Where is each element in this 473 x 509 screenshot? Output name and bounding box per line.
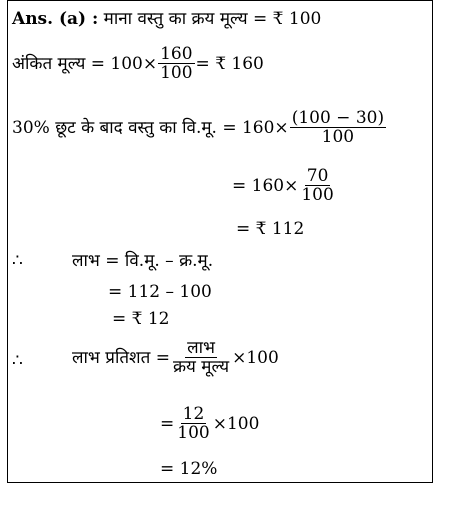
step-fraction bbox=[299, 167, 335, 204]
profit-percent-line bbox=[72, 339, 279, 376]
cost-price-statement: माना वस्तु का क्रय मूल्य = ₹ 100 bbox=[103, 9, 322, 29]
profit-result: = ₹ 12 bbox=[112, 309, 170, 329]
fraction-numerator: (100 − 30) bbox=[291, 108, 385, 128]
fraction-numerator: 160 bbox=[160, 44, 193, 64]
profit-percent-prefix: लाभ प्रतिशत = bbox=[72, 347, 170, 368]
profit-calc: = 112 – 100 bbox=[108, 282, 212, 302]
selling-price-step-prefix: = 160× bbox=[232, 175, 299, 196]
selling-price-line bbox=[12, 109, 387, 146]
profit-percent-step-suffix: ×100 bbox=[212, 413, 260, 434]
profit-percent-fraction bbox=[171, 339, 231, 376]
profit-percent-step-prefix: = bbox=[160, 413, 175, 434]
fraction-denominator: 100 bbox=[321, 127, 355, 147]
fraction-denominator: क्रय मूल्य bbox=[172, 357, 230, 377]
fraction-denominator: 100 bbox=[177, 423, 210, 443]
selling-price-prefix: 30% छूट के बाद वस्तु का वि.मू. = 160× bbox=[12, 117, 289, 138]
selling-price-step-line bbox=[232, 167, 337, 204]
therefore-symbol-2: ∴ bbox=[12, 351, 23, 371]
discount-fraction bbox=[290, 109, 386, 146]
therefore-symbol-1: ∴ bbox=[12, 251, 23, 271]
fraction-denominator: 100 bbox=[301, 185, 334, 205]
answer-label: Ans. (a) : bbox=[12, 9, 99, 29]
profit-formula: लाभ = वि.मू. – क्र.मू. bbox=[72, 251, 214, 271]
fraction-numerator: 70 bbox=[306, 166, 329, 186]
profit-percent-result: = 12% bbox=[160, 459, 218, 479]
fraction-numerator: 12 bbox=[182, 404, 205, 424]
answer-line-1 bbox=[12, 9, 321, 29]
marked-price-fraction bbox=[158, 45, 194, 82]
selling-price-result: = ₹ 112 bbox=[236, 219, 305, 239]
answer-box bbox=[7, 0, 433, 483]
profit-percent-step-fraction bbox=[175, 405, 211, 442]
marked-price-line bbox=[12, 45, 264, 82]
fraction-numerator: लाभ bbox=[187, 338, 215, 358]
marked-price-result: = ₹ 160 bbox=[195, 53, 264, 74]
profit-percent-suffix: ×100 bbox=[232, 347, 279, 368]
marked-price-prefix: अंकित मूल्य = 100× bbox=[12, 53, 158, 74]
profit-percent-step-line bbox=[160, 405, 259, 442]
fraction-denominator: 100 bbox=[160, 63, 193, 83]
